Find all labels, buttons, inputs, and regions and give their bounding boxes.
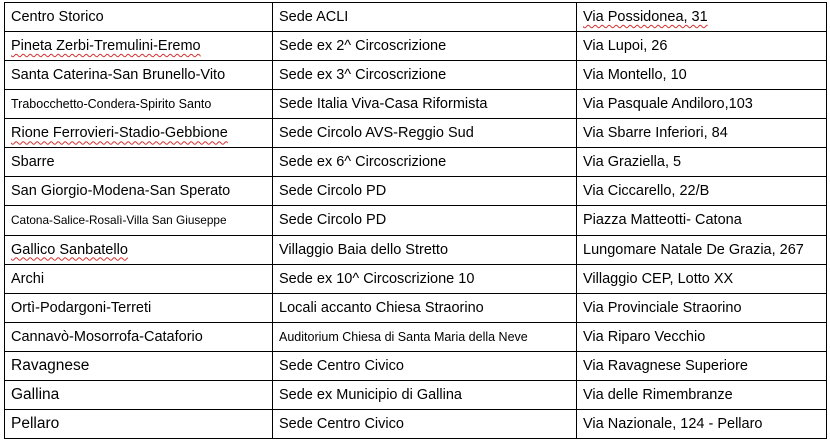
table-row [5,32,827,61]
venue-cell: Sede Circolo PD [273,206,577,235]
address-cell: Via Montello, 10 [577,61,827,90]
area-cell: Archi [5,264,273,293]
table-row [5,3,827,32]
venue-cell: Villaggio Baia dello Stretto [273,235,577,264]
area-cell: Trabocchetto-Condera-Spirito Santo [5,90,273,119]
area-cell: Cannavò-Mosorrofa-Cataforio [5,322,273,351]
venue-cell: Sede ex 10^ Circoscrizione 10 [273,264,577,293]
venue-cell: Sede Centro Civico [273,409,577,438]
address-cell: Lungomare Natale De Grazia, 267 [577,235,827,264]
table-row [5,409,827,438]
area-text: Rione Ferrovieri-Stadio-Gebbione [11,125,228,142]
area-cell: Sbarre [5,148,273,177]
venue-cell: Sede ex 3^ Circoscrizione [273,61,577,90]
venue-cell: Auditorium Chiesa di Santa Maria della Neve [273,322,577,351]
table-row [5,206,827,235]
table-row [5,351,827,380]
area-text: Pineta Zerbi-Tremulini-Eremo [11,38,201,55]
address-cell: Piazza Matteotti- Catona [577,206,827,235]
area-cell [5,32,273,61]
venue-cell: Locali accanto Chiesa Straorino [273,293,577,322]
area-cell: Centro Storico [5,3,273,32]
table-body [5,3,827,439]
area-cell: San Giorgio-Modena-San Sperato [5,177,273,206]
address-cell: Via Ravagnese Superiore [577,351,827,380]
address-cell: Via Lupoi, 26 [577,32,827,61]
area-cell: Pellaro [5,409,273,438]
area-cell: Santa Caterina-San Brunello-Vito [5,61,273,90]
table-row [5,177,827,206]
address-cell [577,3,827,32]
venue-cell: Sede Circolo PD [273,177,577,206]
table-row [5,293,827,322]
venue-cell: Sede ex 6^ Circoscrizione [273,148,577,177]
table-row [5,90,827,119]
table-row [5,235,827,264]
locations-table [4,2,827,439]
table-row [5,148,827,177]
address-cell: Via Sbarre Inferiori, 84 [577,119,827,148]
table-row [5,119,827,148]
address-cell: Via Pasquale Andiloro,103 [577,90,827,119]
venue-cell: Sede ex 2^ Circoscrizione [273,32,577,61]
table-row [5,322,827,351]
address-cell: Via delle Rimembranze [577,380,827,409]
area-cell [5,235,273,264]
table-row [5,380,827,409]
address-cell: Via Riparo Vecchio [577,322,827,351]
venue-cell: Sede Italia Viva-Casa Riformista [273,90,577,119]
venue-cell: Sede Centro Civico [273,351,577,380]
area-cell: Catona-Salice-Rosalì-Villa San Giuseppe [5,206,273,235]
address-text: Via Possidonea, 31 [583,9,708,26]
area-cell: Gallina [5,380,273,409]
address-cell: Via Ciccarello, 22/B [577,177,827,206]
venue-cell: Sede ex Municipio di Gallina [273,380,577,409]
area-cell: Ortì-Podargoni-Terreti [5,293,273,322]
table-row [5,264,827,293]
address-cell: Villaggio CEP, Lotto XX [577,264,827,293]
table-row [5,61,827,90]
address-cell: Via Nazionale, 124 - Pellaro [577,409,827,438]
address-cell: Via Provinciale Straorino [577,293,827,322]
area-text: Gallico Sanbatello [11,241,128,258]
venue-cell: Sede ACLI [273,3,577,32]
area-cell: Ravagnese [5,351,273,380]
area-cell [5,119,273,148]
address-cell: Via Graziella, 5 [577,148,827,177]
venue-cell: Sede Circolo AVS-Reggio Sud [273,119,577,148]
